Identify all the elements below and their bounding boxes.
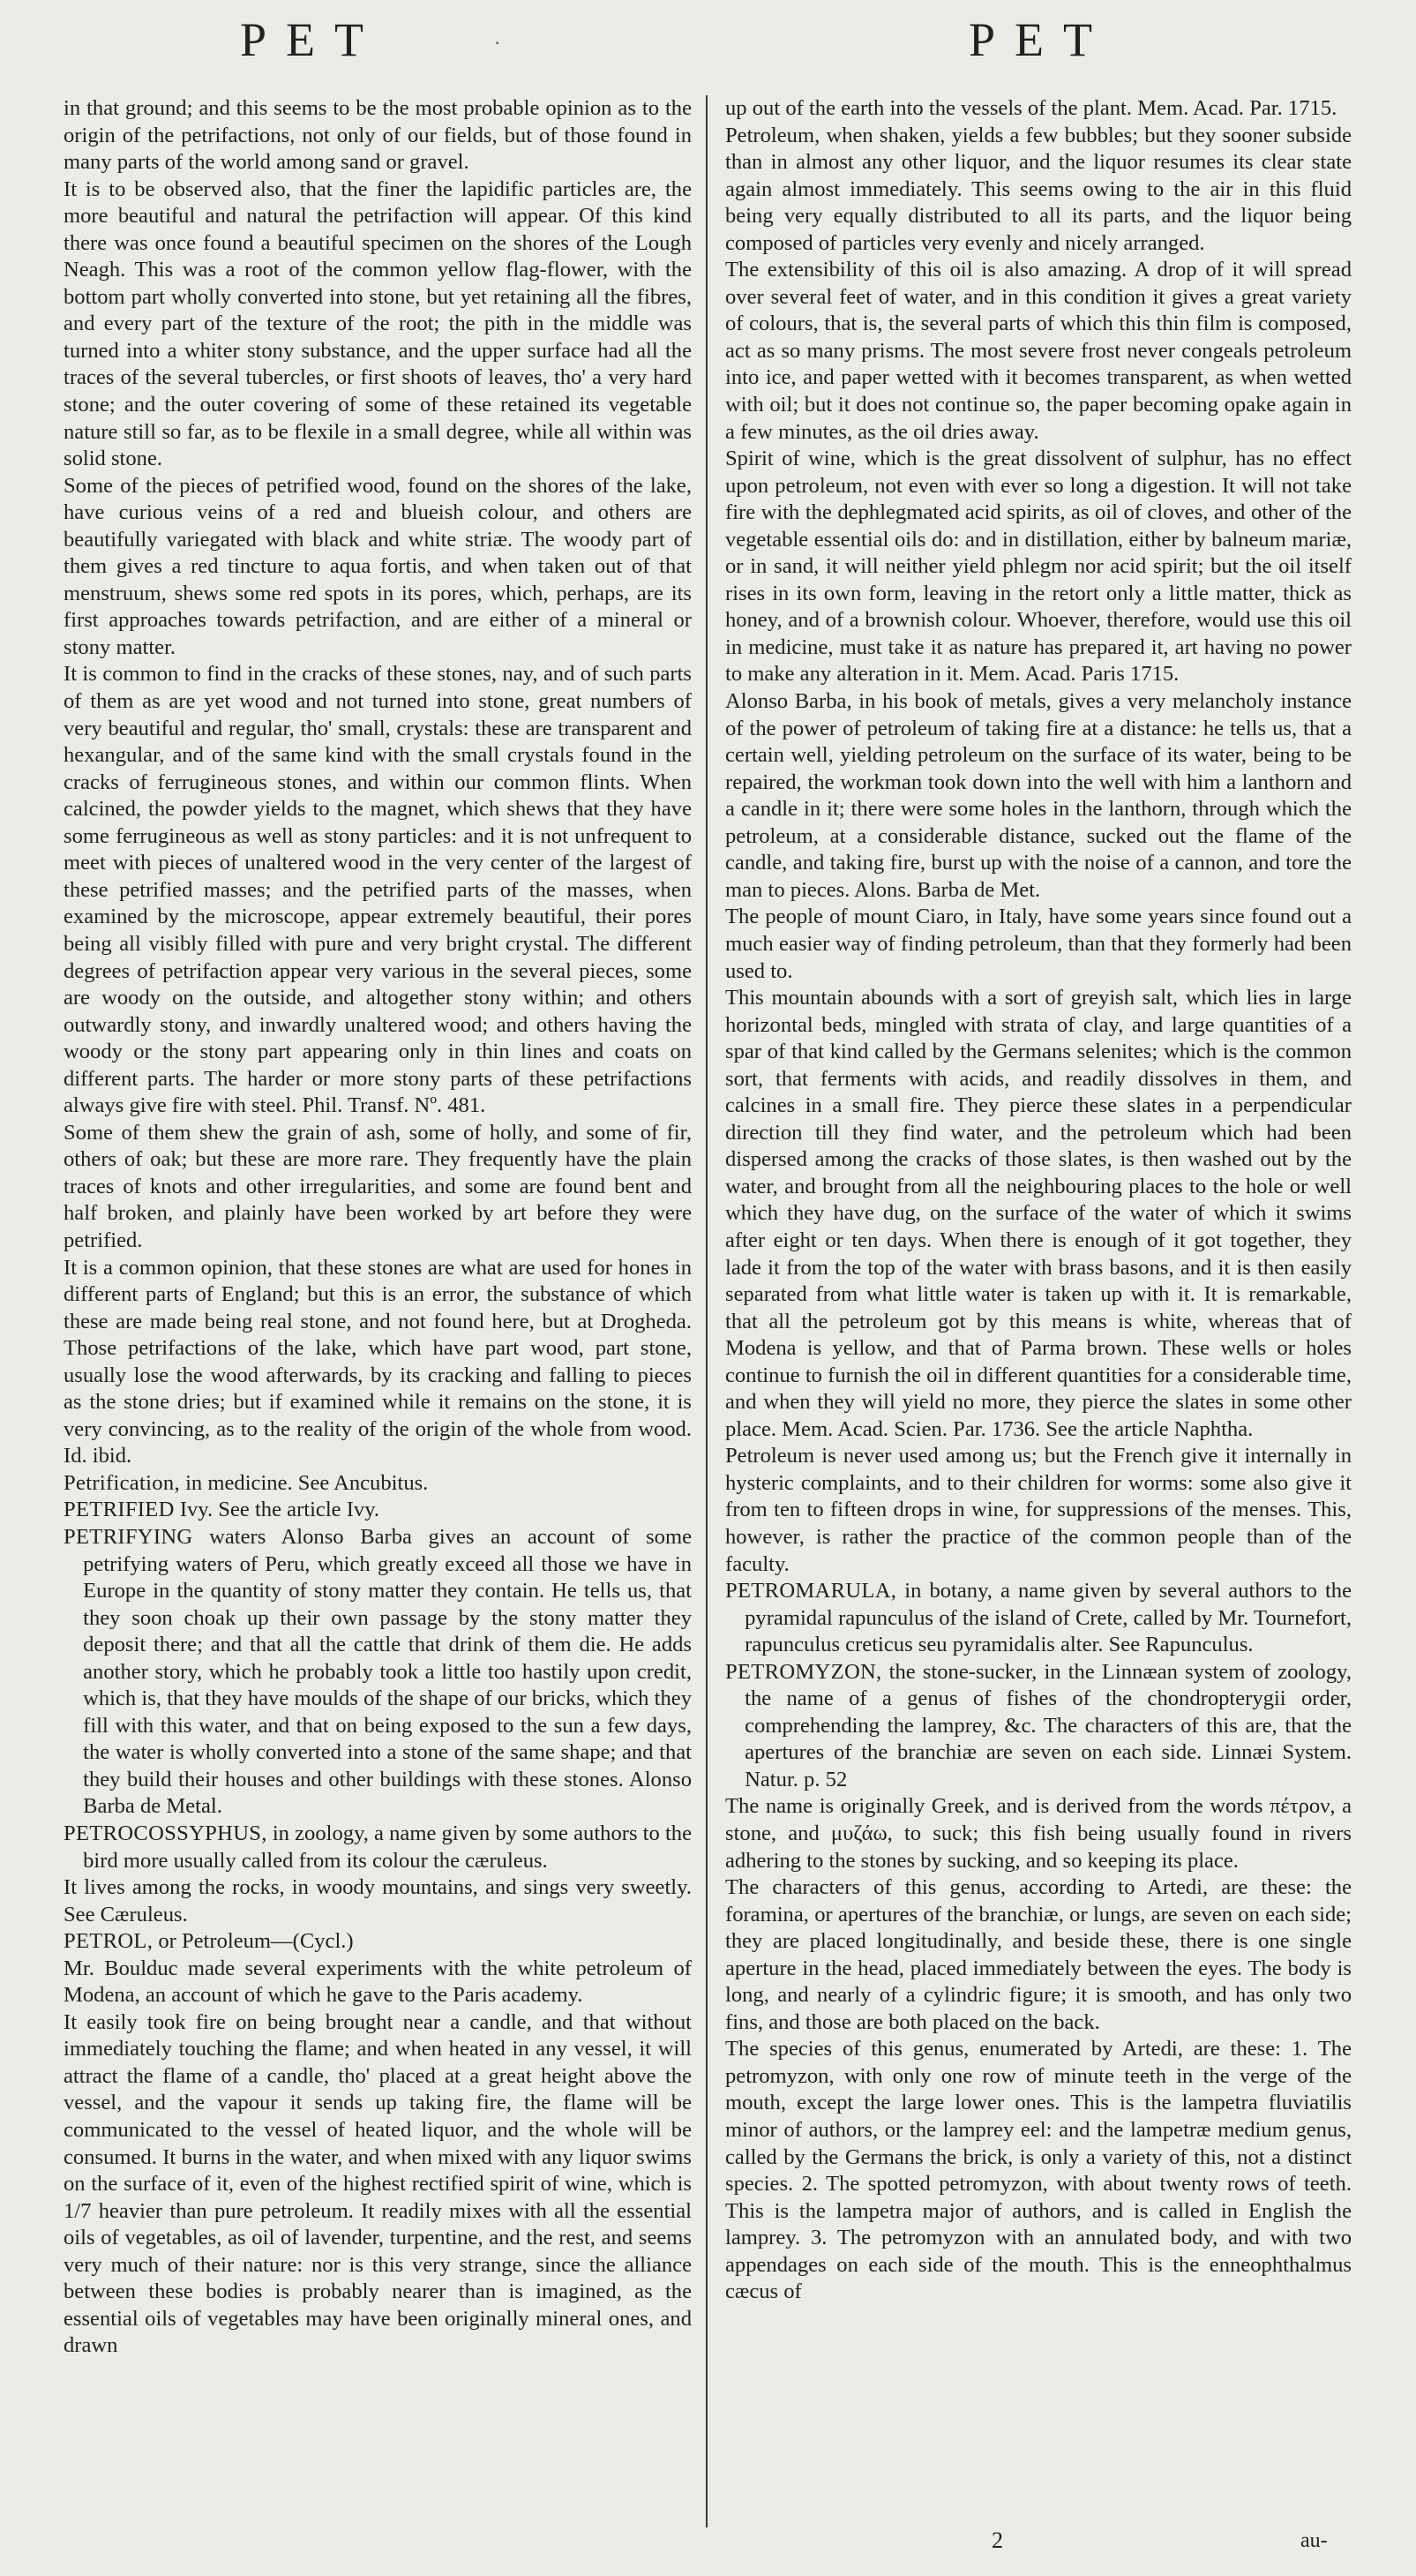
left-column — [64, 95, 692, 2360]
entry-headword: PETRIFIED — [64, 1498, 175, 1522]
paragraph: It is to be observed also, that the finer the lapidific particles are, the more beautiful and natural the petrifaction will appear. Of this kind there was once found a beautiful specimen on the shores of the Lough Neagh. This was a root of the common yellow flag-flower, with the bottom part wholly converted into stone, but yet retaining all the fibres, and every part of the texture of the root; the pith in the middle was turned into a whiter stony substance, and the upper surface had all the traces of the several tubercles, or first shoots of leaves, tho' a very hard stone; and the outer covering of some of these retained its vegetable nature still so far, as to be flexile in a small degree, while all within was solid stone. — [64, 176, 692, 471]
paragraph: Some of them shew the grain of ash, some of holly, and some of fir, others of oak; but these are more rare. They frequently have the plain traces of knots and other irregularities, and some are found bent and half broken, and plainly have been worked by art before they were petrified. — [64, 1120, 692, 1252]
running-head-dot: · — [494, 32, 501, 54]
paragraph: Petroleum is never used among us; but the French give it internally in hysteric complaints, and to their children for worms: some also give it from ten to fifteen drops in wine, for suppressions of the menses. This, however, is rather the practice of the common people than of the faculty. — [725, 1444, 1352, 1576]
running-head-right: PET — [969, 13, 1113, 66]
paragraph: The people of mount Ciaro, in Italy, have some years since found out a much easier way of finding petroleum, than that they formerly had been used to. — [725, 905, 1352, 983]
entry-text: Ivy. See the article Ivy. — [174, 1498, 380, 1522]
dictionary-entry — [64, 1928, 692, 1956]
entry-headword: PETROCOSSYPHUS, — [64, 1821, 267, 1845]
dictionary-entry — [64, 1524, 692, 1821]
entry-headword: PETROL, — [64, 1929, 154, 1954]
column-rule — [706, 95, 708, 2527]
paragraph: Some of the pieces of petrified wood, found on the shores of the lake, have curious veins of a red and blueish colour, and others are beautifully variegated with black and white striæ. The woody part of them gives a red tincture to aqua fortis, and when taken out of that menstruum, shews some red spots in its pores, which, perhaps, are its first approaches towards petrifaction, and are either of a mineral or stony matter. — [64, 473, 692, 659]
entry-headword: Petrification, — [64, 1470, 180, 1495]
dictionary-entry — [64, 1497, 692, 1524]
entry-text: in zoology, a name given by some authors to the bird more usually called from its colour the cæruleus. — [83, 1821, 692, 1873]
paragraph: up out of the earth into the vessels of the plant. Mem. Acad. Par. 1715. — [725, 96, 1337, 120]
entry-text: in botany, a name given by several authors to the pyramidal rapunculus of the island of Crete, called by Mr. Tournefort, rapunculus creticus seu pyramidalis alter. See Rapunculus. — [745, 1579, 1352, 1657]
entry-text: in medicine. See Ancubitus. — [179, 1470, 429, 1495]
paragraph: The species of this genus, enumerated by Artedi, are these: 1. The petromyzon, with only one row of minute teeth in the verge of the mouth, except the large lower ones. This is the lampetra fluviatilis minor of authors, or the lamprey eel: and the lampetræ medium genus, called by the Germans the brick, is only a variety of this, not a distinct species. 2. The spotted petromyzon, with about twenty rows of teeth. This is the lampetra major of authors, and is called in English the lamprey. 3. The petromyzon with an annulated body, and with two appendages on each side of the mouth. This is the enneophthalmus cæcus of — [725, 2037, 1352, 2304]
paragraph: in that ground; and this seems to be the most probable opinion as to the origin of the petrifactions, not only of our fields, but of those found in many parts of the world among sand or gravel. — [64, 96, 692, 175]
entry-text: or Petroleum—(Cycl.) — [153, 1929, 354, 1954]
dictionary-entry — [64, 1470, 692, 1498]
dictionary-entry — [725, 1578, 1352, 1659]
paragraph: The characters of this genus, according to Artedi, are these: the foramina, or apertures of the branchiæ, or lungs, are seven on each side; they are placed longitudinally, and beside these, there is one single aperture in the head, placed immediately between the eyes. The body is long, and nearly of a cylindric figure; it is smooth, and has only two fins, and those are both placed on the back. — [725, 1875, 1352, 2034]
paragraph: The extensibility of this oil is also amazing. A drop of it will spread over several feet of water, and in this condition it gives a great variety of colours, that is, the several parts of which this thin film is composed, act as so many prisms. The most severe frost never congeals petroleum into ice, and paper wetted with it becomes transparent, as when wetted with oil; but it does not continue so, the paper becoming opake again in a few minutes, as the oil dries away. — [725, 258, 1352, 444]
entry-headword: PETROMYZON, — [725, 1659, 882, 1684]
paragraph: The name is originally Greek, and is derived from the words πέτρον, a stone, and μυζάω, to suck; this fish being usually found in rivers adhering to the stones by sucking, and so keeping its place. — [725, 1794, 1352, 1873]
paragraph: It lives among the rocks, in woody mountains, and sings very sweetly. See Cæruleus. — [64, 1875, 692, 1926]
paragraph: Mr. Boulduc made several experiments with the white petroleum of Modena, an account of which he gave to the Paris academy. — [64, 1956, 692, 2008]
dictionary-entry — [64, 1821, 692, 1874]
signature-mark: 2 — [992, 2527, 1003, 2553]
catchword: au- — [1300, 2529, 1328, 2552]
paragraph: It easily took fire on being brought near a candle, and that without immediately touching the flame; and when heated in any vessel, it will attract the flame of a candle, tho' placed at a great height above the vessel, and the vapour it sends up taking fire, the flame will be communicated to the vessel of heated liquor, and the whole will be consumed. It burns in the water, and when mixed with any liquor swims on the surface of it, even of the highest rectified spirit of wine, which is 1/7 heavier than pure petroleum. It readily mixes with all the essential oils of vegetables, as oil of lavender, turpentine, and the rest, and seems very much of their nature: nor is this very strange, since the alliance between these bodies is probably nearer than is imagined, as the essential oils of vegetables may have been originally mineral ones, and drawn — [64, 2009, 692, 2358]
entry-headword: PETROMARULA, — [725, 1579, 897, 1603]
paragraph: This mountain abounds with a sort of greyish salt, which lies in large horizontal beds, mingled with strata of clay, and large quantities of a spar of that kind called by the Germans selenites; which is the common sort, that ferments with acids, and readily dissolves in them, and calcines in a small fire. They pierce these slates in a perpendicular direction till they find water, and the petroleum which had been dispersed among the cracks of those slates, is then washed out by the water, and brought from all the neighbouring places to the hole or well which they have dug, on the surface of the water of which it swims after eight or ten days. When there is enough of it got together, they lade it from the top of the water with brass basons, and it is then easily separated from what little water is taken up with it. It is remarkable, that all the petroleum got by this means is white, whereas that of Modena is yellow, and that of Parma brown. These wells or holes continue to furnish the oil in different quantities for a considerable time, and when they will yield no more, they pierce the slates in some other place. Mem. Acad. Scien. Par. 1736. See the article Naphtha. — [725, 986, 1352, 1441]
paragraph: Spirit of wine, which is the great dissolvent of sulphur, has no effect upon petroleum, not even with ever so long a digestion. It will not take fire with the dephlegmated acid spirits, as oil of cloves, and other of the vegetable essential oils do: and in distillation, either by balneum mariæ, or in sand, it will neither yield phlegm nor acid spirit; but the oil itself rises in its own form, leaving in the retort only a little matter, thick as honey, and of a brownish colour. Whoever, therefore, would use this oil in medicine, must take it as nature has prepared it, art having no power to make any alteration in it. Mem. Acad. Paris 1715. — [725, 447, 1352, 687]
paragraph: Petroleum, when shaken, yields a few bubbles; but they sooner subside than in almost any other liquor, and the liquor resumes its clear state again almost immediately. This seems owing to the air in this fluid being very equally distributed to all its parts, and the liquor being composed of particles very evenly and nicely arranged. — [725, 123, 1352, 255]
paragraph: It is common to find in the cracks of these stones, nay, and of such parts of them as are yet wood and not turned into stone, great numbers of very beautiful and regular, tho' small, crystals: these are transparent and hexangular, and of the same kind with the small crystals found in the cracks of ferrugineous stones, and within our common flints. When calcined, the powder yields to the magnet, which shews that they have some ferrugineous as well as stony particles: and it is not unfrequent to meet with pieces of unaltered wood in the very center of the largest of these petrified masses; and the petrified parts of the masses, when examined by the microscope, appear extremely beautiful, their pores being all visibly filled with pure and very bright crystal. The different degrees of petrifaction appear very various in the several pieces, some are woody on the outside, and altogether stony within; and others outwardly stony, and inwardly unaltered wood; and others having the woody or the stony part appearing only in thin lines and coats on different parts. The harder or more stony parts of these petrifactions always give fire with steel. Phil. Transf. Nº. 481. — [64, 662, 692, 1118]
right-column — [725, 95, 1352, 2306]
paragraph: Alonso Barba, in his book of metals, gives a very melancholy instance of the power of petroleum of taking fire at a distance: he tells us, that a certain well, yielding petroleum on the surface of its water, being to be repaired, the workman took down into the well with him a lanthorn and a candle in it; there were some holes in the lanthorn, through which the petroleum, at a considerable distance, sucked out the flame of the candle, and taking fire, burst up with the noise of a cannon, and tore the man to pieces. Alons. Barba de Met. — [725, 689, 1352, 902]
entry-text: the stone-sucker, in the Linnæan system of zoology, the name of a genus of fishes of the chondropterygii order, comprehending the lamprey, &c. The characters of this are, that the apertures of the branchiæ are seven on each side. Linnæi System. Natur. p. 52 — [745, 1659, 1352, 1791]
paragraph: It is a common opinion, that these stones are what are used for hones in different parts of England; but this is an error, the substance of which these are made being real stone, and not found here, but at Drogheda. Those petrifactions of the lake, which have part wood, part stone, usually lose the wood afterwards, by its cracking and falling to pieces as the stone dries; but if examined while it remains on the stone, it is very convincing, as to the reality of the origin of the whole from wood. Id. ibid. — [64, 1255, 692, 1468]
dictionary-entry — [725, 1659, 1352, 1794]
running-head-left: PET — [240, 13, 384, 66]
entry-headword: PETRIFYING — [64, 1524, 193, 1549]
entry-text: waters Alonso Barba gives an account of some petrifying waters of Peru, which greatly exceed all those we have in Europe in the quantity of stony matter they contain. He tells us, that they soon choak up their own passage by the stony matter they deposit there; and that all the cattle that drink of them die. He adds another story, which he probably took a little too hastily upon credit, which is, that they have moulds of the shape of our bricks, which they fill with this water, and that on being exposed to the sun a few days, the water is wholly converted into a stone of the same shape; and that they build their houses and other buildings with these stones. Alonso Barba de Metal. — [83, 1524, 692, 1819]
